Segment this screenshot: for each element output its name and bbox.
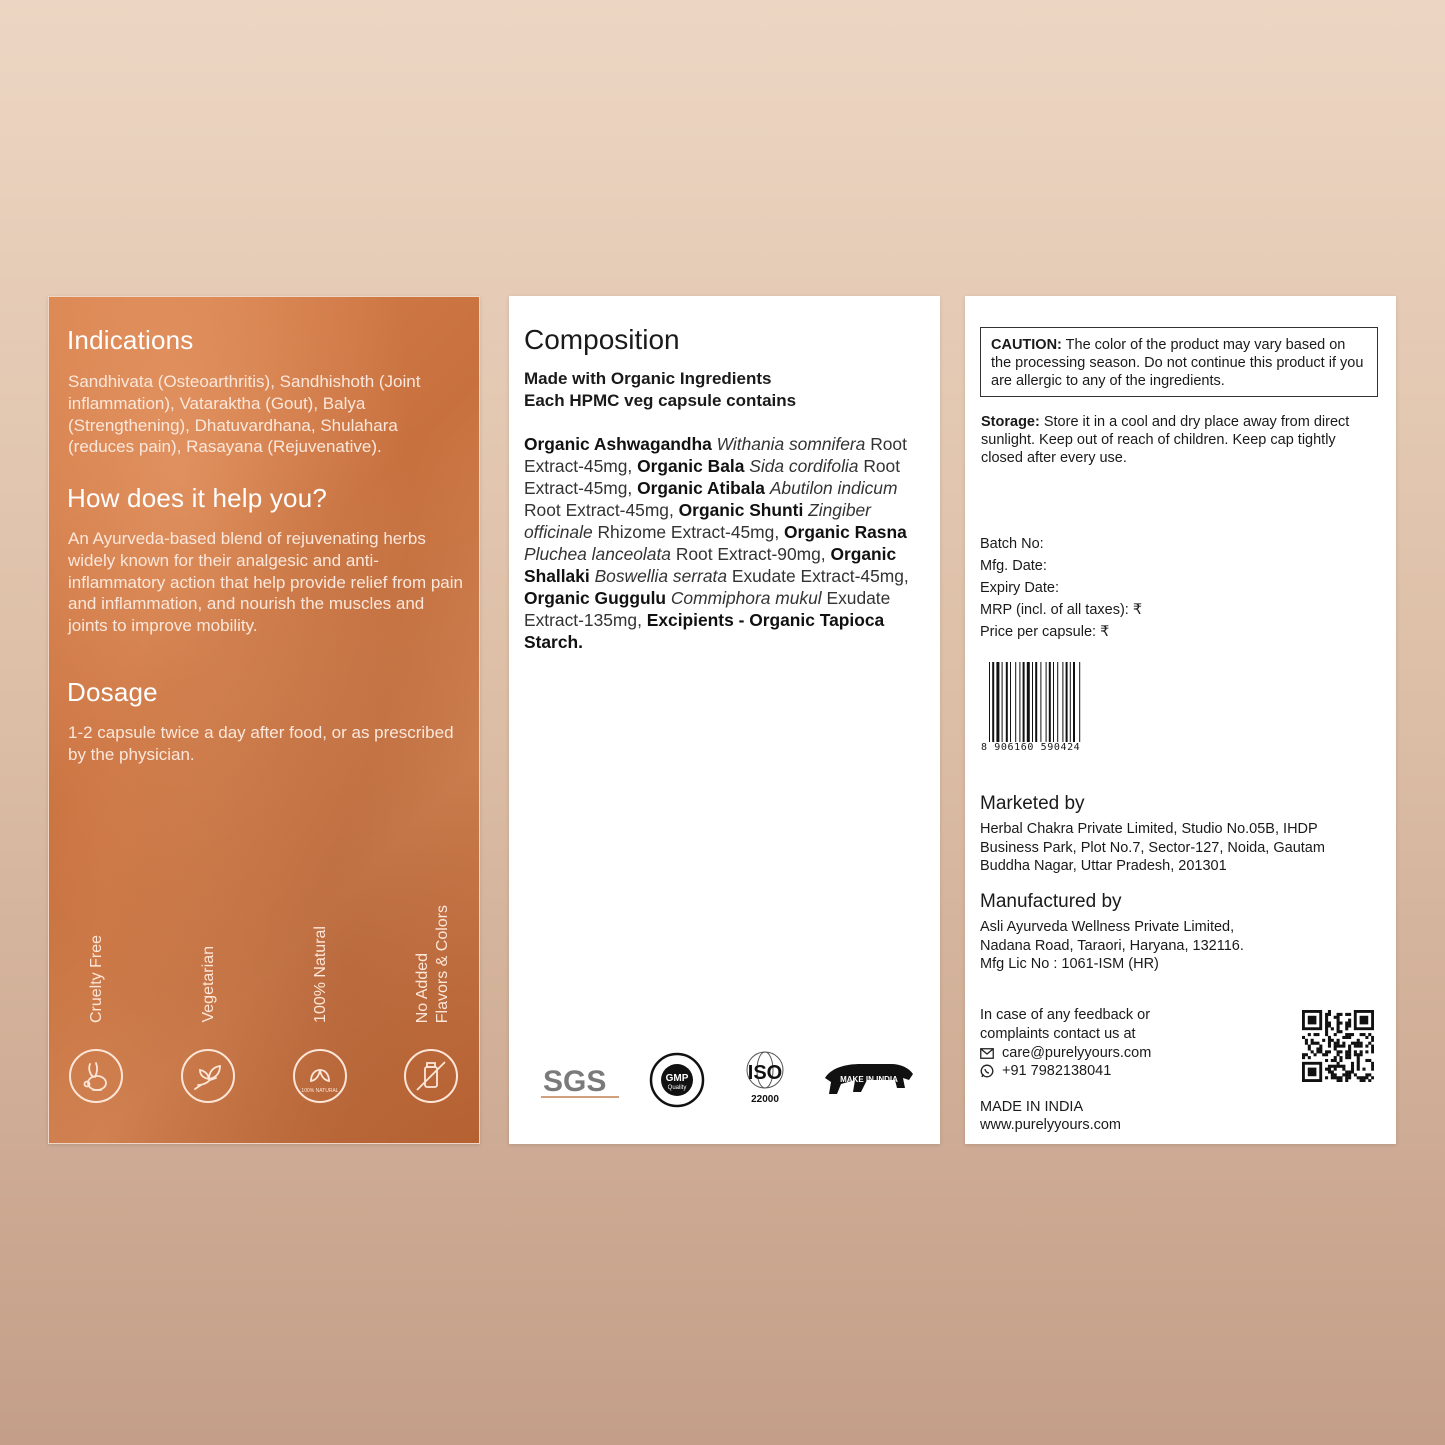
ingredient-latin-name: Withania somnifera [716, 434, 866, 454]
ingredient-detail: Exudate Extract-45mg, [731, 566, 909, 586]
ingredient-detail: Exudate Extract-135mg, [524, 588, 891, 630]
ingredient-name: Organic Shallaki [524, 544, 897, 586]
gmp-logo [649, 1052, 705, 1108]
caution-label: CAUTION: [991, 337, 1062, 353]
ingredient-latin-name: Commiphora mukul [670, 588, 822, 608]
badge-label-cruelty-free: Cruelty Free [88, 934, 105, 1023]
ingredient-detail: Root Extract-45mg, [524, 434, 907, 476]
manufactured-by-title: Manufactured by [980, 891, 1122, 912]
dosage-title: Dosage [67, 677, 158, 707]
caution-text: The color of the product may vary based on the processing season. Do not continue this product if you are allergic to any of the ingredients. [991, 337, 1364, 389]
email-row[interactable] [980, 1045, 1151, 1061]
price-per-capsule: Price per capsule: ₹ [980, 624, 1110, 640]
rabbit-icon [69, 1049, 123, 1103]
ingredient-detail: Rhizome Extract-45mg, [597, 522, 780, 542]
leaf-hand-icon [181, 1049, 235, 1103]
website-link[interactable]: www.purelyyours.com [980, 1117, 1122, 1133]
made-in-india-text: MADE IN INDIA [980, 1099, 1084, 1115]
composition-panel [509, 296, 940, 1144]
barcode [989, 662, 1107, 742]
composition-subtitle-line1: Made with Organic Ingredients [524, 369, 772, 388]
ingredient-name: Organic Ashwagandha [524, 434, 712, 454]
batch-number: Batch No: [980, 536, 1044, 552]
ingredient-name: Organic Guggulu [524, 588, 667, 608]
ingredient-latin-name: Abutilon indicum [769, 478, 898, 498]
no-colors-icon [404, 1049, 458, 1103]
manufactured-line-3: Mfg Lic No : 1061-ISM (HR) [980, 956, 1159, 972]
qr-code [1302, 1010, 1374, 1082]
iso-logo-number: 22000 [751, 1094, 779, 1105]
ingredient-name: Organic Atibala [637, 478, 765, 498]
email-address[interactable]: care@purelyyours.com [1002, 1045, 1152, 1061]
marketed-by-title: Marketed by [980, 793, 1085, 814]
mfg-date: Mfg. Date: [980, 558, 1047, 574]
excipients: Excipients - Organic Tapioca Starch. [524, 610, 885, 652]
mrp: MRP (incl. of all taxes): ₹ [980, 602, 1143, 618]
ingredient-latin-name: Pluchea lanceolata [524, 544, 671, 564]
label-info-panel [965, 296, 1396, 1144]
iso-logo [737, 1048, 793, 1108]
make-in-india-text: MAKE IN INDIA [840, 1075, 898, 1084]
badge-label-no-added [413, 905, 453, 1023]
gmp-logo-subtext: Quality [667, 1085, 687, 1091]
feedback-text: In case of any feedback or complaints contact us at [980, 1007, 1151, 1042]
help-text: An Ayurveda-based blend of rejuvenating herbs widely known for their analgesic and anti-inflammatory action that help provide relief from pain and inflammation, and nourish the muscles and joints to improve mobility. [68, 529, 463, 636]
ingredient-detail: Root Extract-90mg, [675, 544, 826, 564]
indications-text: Sandhivata (Osteoarthritis), Sandhishoth (Joint inflammation), Vataraktha (Gout), Balya (Strengthening), Dhatuvardhana, Shulahara (reduces pain), Rasayana (Rejuvenative). [68, 372, 421, 457]
expiry-date: Expiry Date: [980, 580, 1059, 596]
marketed-by-address: Herbal Chakra Private Limited, Studio No.05B, IHDP Business Park, Plot No.7, Sector-127, Noida, Gautam Buddha Nagar, Uttar Pradesh, 201301 [980, 821, 1325, 874]
phone-number[interactable]: +91 7982138041 [1002, 1063, 1112, 1079]
badge-label-vegetarian: Vegetarian [200, 946, 217, 1023]
ingredient-latin-name: Sida cordifolia [749, 456, 859, 476]
mail-icon [980, 1048, 994, 1059]
natural-icon-text: 100% NATURAL [301, 1088, 339, 1094]
iso-logo-text: ISO [747, 1062, 783, 1084]
help-title: How does it help you? [67, 483, 328, 513]
ingredient-detail: Root Extract-45mg, [524, 500, 674, 520]
ingredient-name: Organic Shunti [678, 500, 804, 520]
manufactured-line-2: Nadana Road, Taraori, Haryana, 132116. [980, 937, 1244, 954]
whatsapp-icon [980, 1064, 994, 1078]
make-in-india-logo [821, 1056, 917, 1100]
storage-text: Store it in a cool and dry place away from direct sunlight. Keep out of reach of children. Keep cap tightly closed after every use. [981, 414, 1350, 466]
dosage-text: 1-2 capsule twice a day after food, or as prescribed by the physician. [68, 723, 454, 764]
composition-subtitle-line2: Each HPMC veg capsule contains [524, 391, 797, 410]
natural-leaves-icon [293, 1049, 347, 1103]
manufactured-line-1: Asli Ayurveda Wellness Private Limited, [980, 919, 1235, 935]
ingredient-latin-name: Zingiber officinale [524, 500, 871, 542]
barcode-number: 8 906160 590424 [981, 742, 1081, 753]
ingredient-name: Organic Rasna [784, 522, 907, 542]
gmp-logo-text: GMP [665, 1073, 689, 1084]
ingredient-latin-name: Boswellia serrata [594, 566, 727, 586]
phone-row[interactable] [980, 1063, 1111, 1079]
manufactured-by-address [980, 918, 1360, 974]
composition-subtitle [524, 368, 796, 412]
sgs-logo-text: SGS [543, 1065, 607, 1098]
ingredients-list [524, 433, 924, 653]
composition-title: Composition [524, 324, 680, 355]
storage-info [981, 413, 1381, 467]
badge-label-no-added-line1: No Added [414, 952, 431, 1023]
info-panel-left [48, 296, 480, 1144]
ingredient-name: Organic Bala [637, 456, 745, 476]
storage-label: Storage: [981, 414, 1040, 430]
sgs-logo [541, 1061, 621, 1101]
caution-box [980, 327, 1378, 397]
badge-label-no-added-line2: Flavors & Colors [434, 904, 451, 1023]
badge-label-natural: 100% Natural [312, 926, 329, 1023]
ingredient-detail: Root Extract-45mg, [524, 456, 901, 498]
indications-title: Indications [67, 325, 194, 355]
